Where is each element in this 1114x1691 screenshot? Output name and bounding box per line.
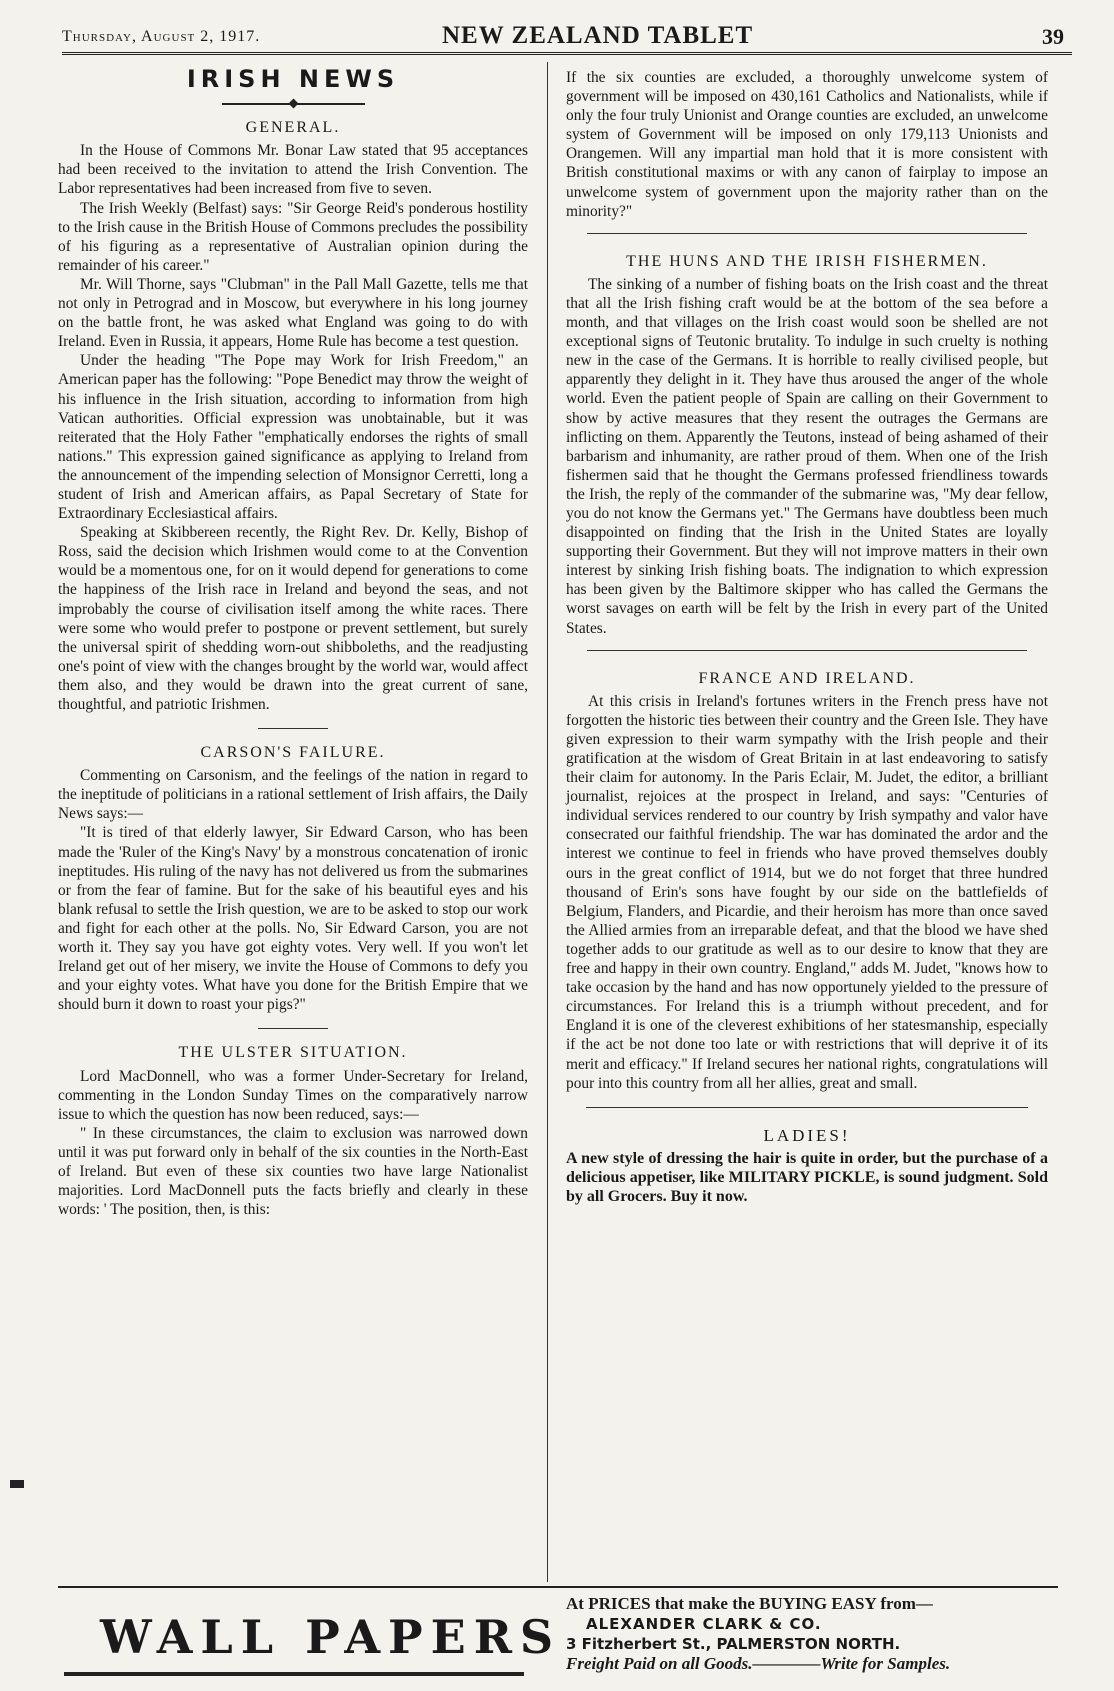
article-paragraph: Commenting on Carsonism, and the feelings of the nation in regard to the ineptitude of politicians in a rational settlement of Irish affairs, the Daily News says:—: [58, 767, 528, 823]
masthead: [62, 22, 1072, 55]
article-paragraph: If the six counties are excluded, a thoroughly unwelcome system of government will be imposed on 430,161 Catholics and Nationalists, while if only the four truly Unionist and Orange counties are excluded, an unwelcome system of Government will be imposed on only 179,113 Unionists and Orangemen. Will any impartial man hold that it is more consistent with British constitutional maxims or with any canon of fairplay to impose an unwelcome system of government upon the majority rather than on the minority?": [566, 69, 1048, 220]
ornament-divider: [58, 93, 528, 112]
column-divider: [547, 62, 548, 1582]
margin-arrow-icon: [10, 1480, 24, 1488]
footer-line-3: 3 Fitzherbert St., PALMERSTON NORTH.: [566, 1635, 901, 1653]
section-rule: [258, 728, 328, 729]
footer-advert: [566, 1594, 1046, 1674]
article-paragraph: Under the heading "The Pope may Work for Irish Freedom," an American paper has the following: "Pope Benedict may throw the weight of his influence in the Irish situation, according to information from high Vatican authorities. Official expression was unobtainable, but it was reiterated that the Holy Father "emphatically endorses the rights of small nations." This expression gained significance as applying to Ireland from the announcement of the impending selection of Monsignor Cerretti, long a student of Irish and American affairs, as Papal Secretary of State for Extraordinary Ecclesiastical affairs.: [58, 352, 528, 523]
issue-date: Thursday, August 2, 1917.: [62, 28, 261, 45]
advert-text: A new style of dressing the hair is quite in order, but the purchase of a delicious appetiser, like MILITARY PICKLE, is sound judgment. Sold by all Grocers. Buy it now.: [566, 1149, 1048, 1205]
article-paragraph: "It is tired of that elderly lawyer, Sir Edward Carson, who has been made the 'Ruler of the King's Navy' by a monstrous concatenation of ironic ineptitudes. His ruling of the navy has not delivered us from the submarines or from the fear of famine. But for the sake of his beautiful eyes and his blank refusal to settle the Irish question, we are to be asked to stop our work and fight for each other at the polls. No, Sir Edward Carson, you are not worth it. They say you have got eighty votes. Very well. If you won't let Ireland get out of her misery, we invite the House of Commons to defy you and your eighty votes. What have you done for the British Empire that we should burn it down to roast your pigs?": [58, 824, 528, 1014]
ladies-advert: [566, 1126, 1048, 1206]
wallpapers-underline: [64, 1672, 524, 1676]
section-banner: IRISH NEWS: [186, 65, 400, 93]
heading-france: FRANCE AND IRELAND.: [698, 669, 916, 687]
section-rule: [586, 1107, 1028, 1108]
article-paragraph: Lord MacDonnell, who was a former Under-Secretary for Ireland, commenting in the London Sunday Times on the comparatively narrow issue to which the question has now been reduced, says:—: [58, 1067, 528, 1123]
paper-title: NEW ZEALAND TABLET: [442, 22, 754, 49]
article-paragraph: At this crisis in Ireland's fortunes writers in the French press have not forgotten the historic ties between their country and the Green Isle. They have given expression to their warm sympathy with the Irish people and their gratification at the wisdom of Great Britain in at last endeavoring to satisfy their claim for autonomy. In the Paris Eclair, M. Judet, the editor, a brilliant journalist, rejoices at the prospect in Ireland, and says: "Centuries of individual services rendered to our country by Irish sympathy and valor have consecrated our faithful friendship. The war has dominated the ardor and the interest we continue to feel in friends who have proved themselves doubly ours in the great conflict of 1914, but we do not forget that three hundred thousand of Erin's sons have fought by our side on the battlefields of Belgium, Flanders, and Picardie, and their heroism has more than once saved the Allied armies from an irreparable defeat, and that the blood we have shed together adds to our gratitude as well as to our desire to know that they are free and happy in their own country. England," adds M. Judet, "knows how to take occasion by the hand and has now opportunely yielded to the pressure of circumstances. For Ireland this is a triumph without precedent, and for England it is one of the cleverest exhibitions of her statesmanship, especially if the act be not done too late or with restrictions that will deprive it of its merit and efficacy." If Ireland secures her national rights, congratulations will pour into this country from all her allies, great and small.: [566, 692, 1048, 1092]
article-paragraph: " In these circumstances, the claim to exclusion was narrowed down until it was put forward only in behalf of the six counties in the North-East of Ireland. But even of these six counties two have large Nationalist majorities. Lord MacDonnell puts the facts briefly and clearly in these words: ' The position, then, is this:: [58, 1124, 528, 1219]
footer-line-2: ALEXANDER CLARK & CO.: [586, 1615, 822, 1633]
section-rule: [258, 1028, 328, 1029]
footer-line-4: Freight Paid on all Goods.————Write for Samples.: [566, 1654, 951, 1673]
right-column: [566, 68, 1048, 1206]
heading-general: GENERAL.: [245, 119, 341, 137]
section-rule: [587, 233, 1027, 234]
article-paragraph: In the House of Commons Mr. Bonar Law stated that 95 acceptances had been received to the invitation to attend the Irish Convention. The Labor representatives had been increased from five to seven.: [58, 142, 528, 198]
wallpapers-heading: WALL PAPERS: [100, 1610, 562, 1664]
heading-carson: CARSON'S FAILURE.: [200, 744, 386, 762]
heading-huns: THE HUNS AND THE IRISH FISHERMEN.: [626, 252, 988, 270]
article-paragraph: The sinking of a number of fishing boats on the Irish coast and the threat that all the Irish fishing craft would be at the bottom of the sea before a month, and that villages on the Irish coast would soon be shelled are not exceptional signs of Teutonic brutality. To indulge in such cruelty is nothing new in the case of the Germans. It is horrible to really civilised people, but apparently they delight in it. They have thus aroused the anger of the whole world. Even the patient people of Spain are calling on their Government to show by active measures that they resent the outrages the Germans are inflicting on them. Apparently the Teutons, instead of being ashamed of their barbarism and inhumanity, are rather proud of them. When one of the Irish fishermen said that he thought the Germans professed friendliness towards the Irish, the reply of the commander of the submarine was, "My dear fellow, you do not know the Germans yet." The Germans have doubtless been much disappointed on finding that the Irish in the United States are loyally supporting their Government. But they will not improve matters in their own interest by sinking Irish fishing boats. The indignation to which expression has been given by the Baltimore skipper who has called the Germans the worst savages on earth will be felt by the Irish in every part of the United States.: [566, 275, 1048, 637]
article-paragraph: The Irish Weekly (Belfast) says: "Sir George Reid's ponderous hostility to the Irish cause in the British House of Commons precludes the possibility of his figuring as a representative of Australian opinion during the remainder of his career.": [58, 199, 528, 274]
footer-rule: [58, 1586, 1058, 1588]
page-number: 39: [1042, 24, 1064, 49]
advert-heading: LADIES!: [763, 1125, 851, 1145]
footer-line-1: At PRICES that make the BUYING EASY from—: [566, 1594, 933, 1613]
article-paragraph: Mr. Will Thorne, says "Clubman" in the Pall Mall Gazette, tells me that not only in Petrograd and in Moscow, but everywhere in his long journey on the battle front, he was asked what England was going to do with Ireland. Even in Russia, it appears, Home Rule has become a test question.: [58, 275, 528, 351]
left-column: [58, 65, 528, 1219]
heading-ulster: THE ULSTER SITUATION.: [178, 1044, 408, 1062]
article-paragraph: Speaking at Skibbereen recently, the Right Rev. Dr. Kelly, Bishop of Ross, said the decision which Irishmen would come to at the Convention would be a momentous one, for on it would depend for generations to come the happiness of the Irish race in Ireland and beyond the seas, and not improbably the course of civilisation itself among the white races. There were some who would prefer to postpone or prevent settlement, but surely the universal spirit of shedding worn-out shibboleths, and the readjusting one's point of view with the changes brought by the world war, would affect them also, and they would be drawn into the great current of sane, thoughtful, and patriotic Irishmen.: [58, 524, 528, 713]
section-rule: [587, 650, 1027, 651]
